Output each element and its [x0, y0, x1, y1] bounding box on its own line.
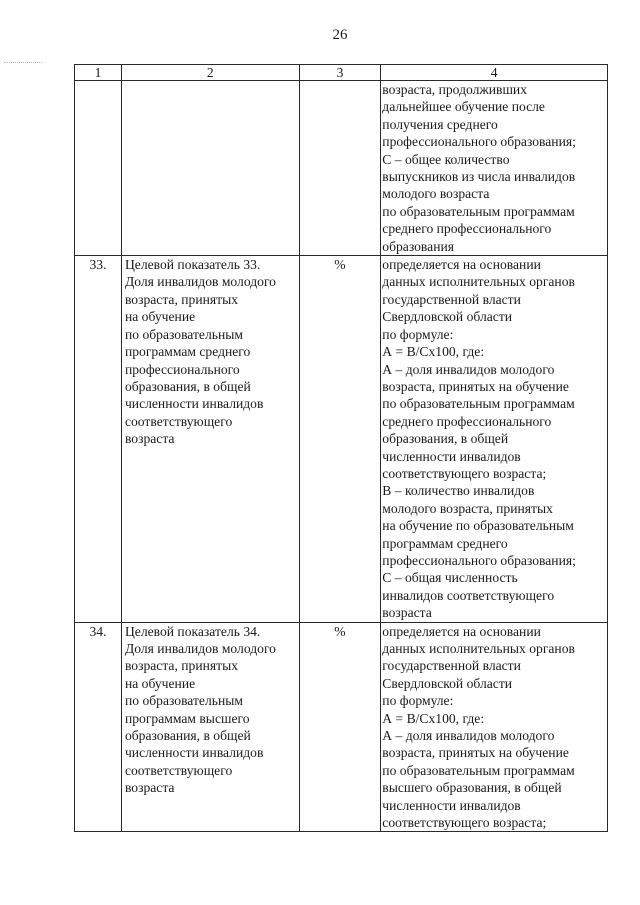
calculation-method-line: возраста, принятых на обучение [382, 378, 569, 394]
table-row [75, 622, 608, 832]
header-col-4: 4 [381, 65, 608, 81]
calculation-method-line: по формуле: [382, 693, 454, 709]
indicator-name [121, 81, 299, 256]
calculation-method-line: по формуле: [382, 326, 454, 342]
indicator-name-line: возраста [124, 780, 175, 796]
calculation-method-line: государственной власти [382, 291, 521, 307]
indicator-name-line: соответствующего [124, 413, 233, 429]
calculation-method-line: В – количество инвалидов [382, 483, 535, 499]
scan-artifact [4, 62, 42, 64]
calculation-method-line: А = В/Сх100, где: [382, 344, 485, 360]
indicator-name [121, 256, 299, 623]
calculation-method-line: молодого возраста, принятых [382, 500, 553, 516]
header-col-2: 2 [121, 65, 299, 81]
indicator-name-line: по образовательным [124, 693, 243, 709]
calculation-method-line: Свердловской области [382, 675, 513, 691]
indicator-name-line: возраста [124, 431, 175, 447]
calculation-method-line: инвалидов соответствующего [382, 587, 555, 603]
indicator-name-line: профессионального [124, 361, 240, 377]
calculation-method-line: данных исполнительных органов [382, 274, 575, 290]
indicator-name-line: программам высшего [124, 710, 250, 726]
table-body [75, 81, 608, 832]
indicator-name-line: возраста, принятых [124, 658, 239, 674]
indicator-name-line: Целевой показатель 34. [124, 623, 261, 639]
calculation-method-line: численности инвалидов [382, 448, 521, 464]
calculation-method-line: программам среднего [382, 535, 508, 551]
calculation-method-line: Свердловской области [382, 309, 513, 325]
calculation-method-line: получения среднего [382, 116, 498, 132]
calculation-method-line: среднего профессионального [382, 413, 552, 429]
calculation-method-line: С – общая численность [382, 570, 518, 586]
unit-of-measure [299, 81, 381, 256]
indicator-name-line: Доля инвалидов молодого [124, 274, 276, 290]
calculation-method-line: соответствующего возраста; [382, 465, 547, 481]
calculation-method-line: данных исполнительных органов [382, 641, 575, 656]
calculation-method-line: возраста, принятых на обучение [382, 745, 569, 761]
row-number: 34. [75, 622, 122, 832]
indicator-name-line: численности инвалидов [124, 396, 264, 412]
calculation-method-line: по образовательным программам [382, 762, 575, 778]
table-row [75, 81, 608, 256]
calculation-method-line: дальнейшее обучение после [382, 99, 545, 115]
indicator-name-line: программам среднего [124, 344, 251, 360]
page-number: 26 [332, 27, 348, 43]
calculation-method-line: на обучение по образовательным [382, 518, 574, 534]
indicator-name [121, 622, 299, 832]
indicator-name-line: образования, в общей [124, 728, 251, 744]
calculation-method-line: соответствующего возраста; [382, 815, 547, 831]
table-row [75, 256, 608, 623]
calculation-method-line: возраста [382, 605, 432, 621]
calculation-method [381, 256, 608, 623]
calculation-method-line: высшего образования, в общей [382, 780, 562, 796]
calculation-method-line: выпускников из числа инвалидов [382, 169, 576, 185]
unit-of-measure: % [299, 622, 381, 832]
calculation-method-line: по образовательным программам [382, 396, 575, 412]
indicator-name-line: на обучение [124, 675, 196, 691]
calculation-method [381, 81, 608, 256]
calculation-method-line: численности инвалидов [382, 797, 521, 813]
calculation-method-line: возраста, продолживших [382, 82, 528, 97]
calculation-method-line: государственной власти [382, 658, 521, 674]
indicator-name-line: образования, в общей [124, 378, 251, 394]
calculation-method-line: А = В/Сх100, где: [382, 710, 485, 726]
calculation-method-line: молодого возраста [382, 186, 490, 202]
calculation-method-line: А – доля инвалидов молодого [382, 361, 555, 377]
indicator-name-line: на обучение [124, 309, 196, 325]
calculation-method-line: А – доля инвалидов молодого [382, 728, 555, 744]
calculation-method-line: С – общее количество [382, 151, 510, 167]
indicators-table [74, 64, 608, 832]
calculation-method-line: среднего профессионального [382, 221, 552, 237]
calculation-method [381, 622, 608, 832]
calculation-method-line: определяется на основании [382, 257, 541, 273]
table-header [75, 65, 608, 81]
calculation-method-line: определяется на основании [382, 623, 541, 639]
indicator-name-line: численности инвалидов [124, 745, 264, 761]
header-col-3: 3 [299, 65, 381, 81]
row-number: 33. [75, 256, 122, 623]
header-col-1: 1 [75, 65, 122, 81]
calculation-method-line: образования, в общей [382, 431, 509, 447]
indicator-name-line: соответствующего [124, 762, 233, 778]
calculation-method-line: профессионального образования; [382, 552, 576, 568]
row-number [75, 81, 122, 256]
indicator-name-line: по образовательным [124, 326, 243, 342]
indicator-name-line: возраста, принятых [124, 291, 239, 307]
calculation-method-line: по образовательным программам [382, 203, 575, 219]
indicator-name-line: Доля инвалидов молодого [124, 641, 276, 656]
calculation-method-line: образования [382, 238, 455, 254]
unit-of-measure: % [299, 256, 381, 623]
calculation-method-line: профессионального образования; [382, 134, 576, 150]
indicator-name-line: Целевой показатель 33. [124, 257, 261, 273]
header-row [75, 65, 608, 81]
